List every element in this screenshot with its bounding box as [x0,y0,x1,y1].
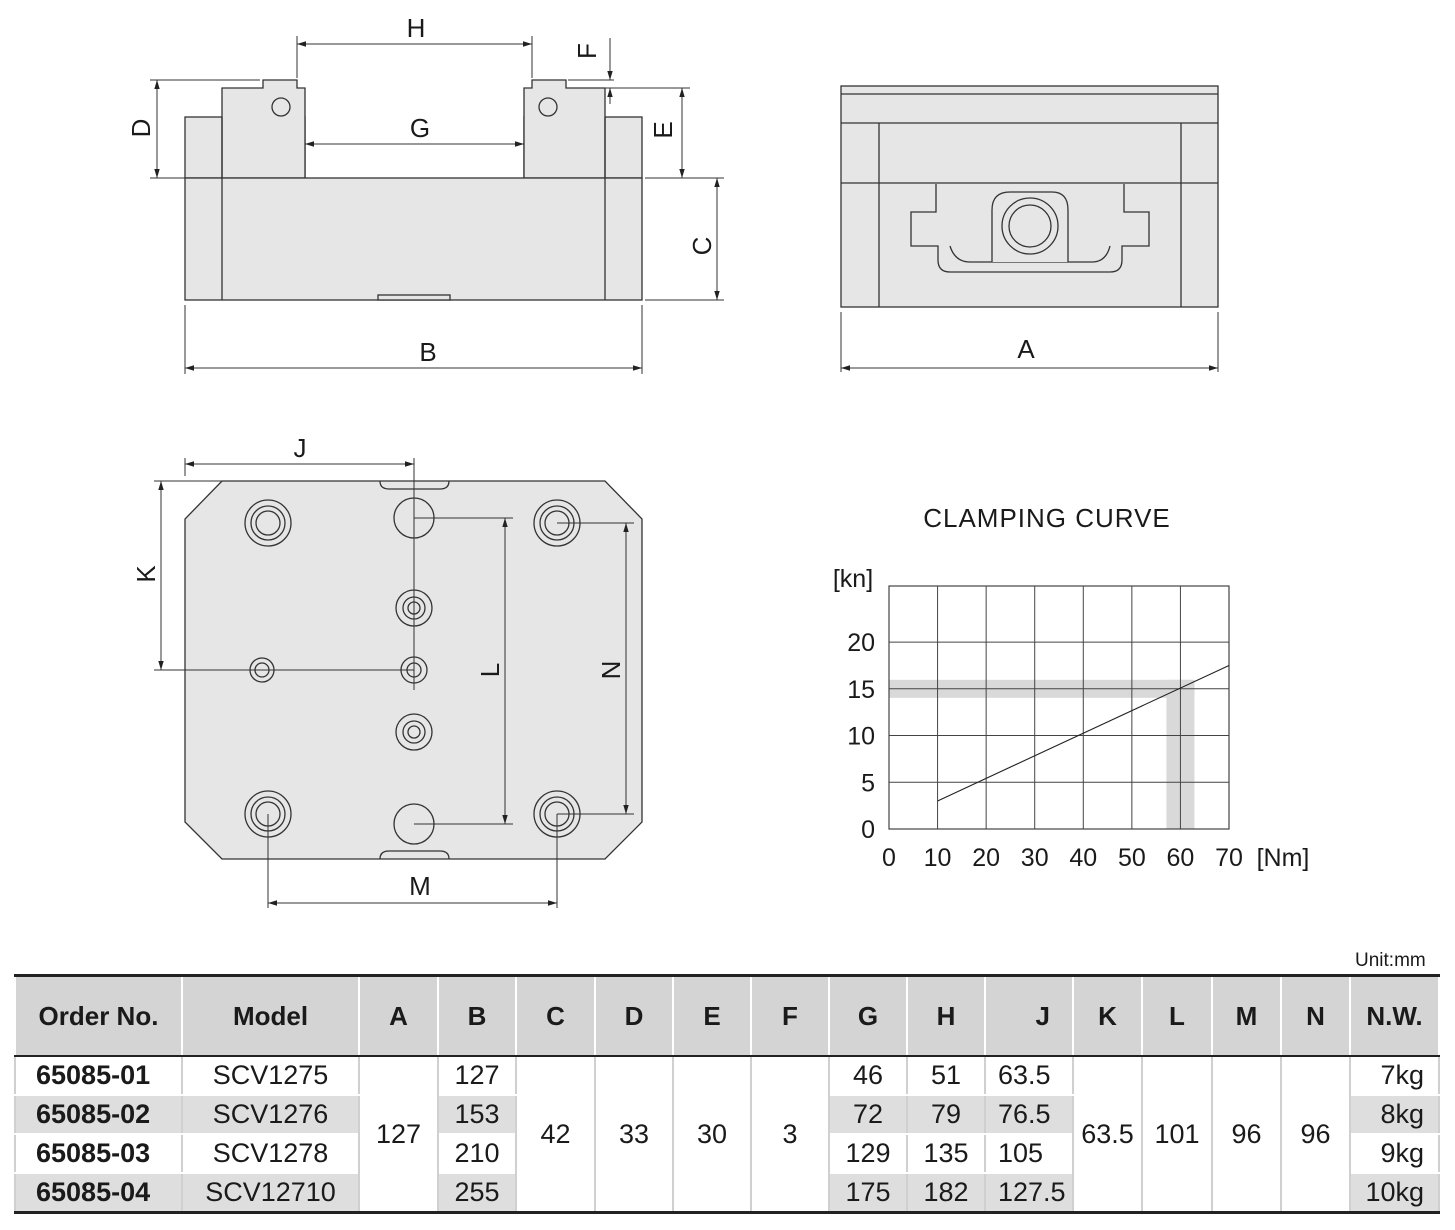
cell-nw: 9kg [1350,1134,1439,1173]
y-tick-label: 10 [847,722,875,751]
dim-label-m: M [409,871,431,901]
cell-j: 76.5 [985,1095,1073,1134]
cell-j: 127.5 [985,1173,1073,1213]
x-tick-label: 60 [1166,844,1195,872]
cell-order: 65085-04 [15,1173,182,1213]
cell-h: 182 [907,1173,985,1213]
side-view [841,86,1218,307]
cell-f: 3 [751,1056,829,1213]
chart-title: CLAMPING CURVE [923,503,1171,533]
dim-label-h: H [406,13,426,43]
cell-model: SCV1278 [182,1134,359,1173]
x-tick-label: 20 [972,844,1001,872]
spec-table [14,974,1440,1214]
dim-label-d: D [126,118,156,138]
cell-j: 105 [985,1134,1073,1173]
dim-label-f: F [572,43,602,59]
dim-label-j: J [293,433,307,463]
col-header-n: N [1281,976,1350,1057]
cell-order: 65085-02 [15,1095,182,1134]
cell-g: 72 [829,1095,907,1134]
chart-highlight-bands [889,680,1194,829]
y-tick-label: 20 [847,629,875,658]
col-header-d: D [595,976,673,1057]
col-header-g: G [829,976,907,1057]
cell-b: 210 [438,1134,516,1173]
x-tick-label: 10 [923,844,952,872]
dim-label-c: C [687,236,717,256]
cell-order: 65085-01 [15,1056,182,1095]
x-tick-label: 50 [1117,844,1146,872]
col-header-order: Order No. [15,976,182,1057]
cell-l: 101 [1142,1056,1212,1213]
dim-label-b: B [419,337,437,367]
cell-c: 42 [516,1056,595,1213]
col-header-f: F [751,976,829,1057]
dim-label-k: K [131,565,161,583]
y-tick-label: 5 [861,769,875,798]
unit-label: Unit:mm [1355,950,1426,971]
cell-nw: 10kg [1350,1173,1439,1213]
y-tick-label: 0 [861,816,875,844]
dim-label-n: N [596,660,626,680]
chart-x-axis-label: [Nm] [1256,844,1310,872]
col-header-b: B [438,976,516,1057]
cell-g: 175 [829,1173,907,1213]
col-header-k: K [1073,976,1142,1057]
cell-n: 96 [1281,1056,1350,1213]
y-tick-label: 15 [847,675,875,704]
cell-k: 63.5 [1073,1056,1142,1213]
dim-label-g: G [409,113,431,143]
x-tick-label: 30 [1020,844,1049,872]
cell-nw: 7kg [1350,1056,1439,1095]
cell-model: SCV1276 [182,1095,359,1134]
col-header-e: E [673,976,751,1057]
spec-table-header [15,976,1439,1057]
col-header-m: M [1212,976,1281,1057]
cell-d: 33 [595,1056,673,1213]
col-header-j: J [985,976,1073,1057]
cell-h: 79 [907,1095,985,1134]
dim-label-a: A [1017,334,1035,364]
cell-nw: 8kg [1350,1095,1439,1134]
dim-label-l: L [475,662,505,678]
col-header-nw: N.W. [1350,976,1439,1057]
cell-g: 129 [829,1134,907,1173]
x-tick-label: 40 [1069,844,1098,872]
clamping-curve-chart [833,503,1310,872]
x-tick-label: 0 [882,844,896,872]
cell-j: 63.5 [985,1056,1073,1095]
col-header-a: A [359,976,438,1057]
cell-m: 96 [1212,1056,1281,1213]
table-row [15,1056,1439,1095]
cell-b: 127 [438,1056,516,1095]
cell-model: SCV1275 [182,1056,359,1095]
cell-model: SCV12710 [182,1173,359,1213]
col-header-h: H [907,976,985,1057]
cell-e: 30 [673,1056,751,1213]
col-header-l: L [1142,976,1212,1057]
cell-b: 255 [438,1173,516,1213]
cell-a: 127 [359,1056,438,1213]
dim-label-e: E [648,121,678,139]
cell-g: 46 [829,1056,907,1095]
chart-y-axis-label: [kn] [832,565,874,593]
x-tick-label: 70 [1215,844,1243,872]
cell-h: 51 [907,1056,985,1095]
cell-b: 153 [438,1095,516,1134]
cell-h: 135 [907,1134,985,1173]
col-header-c: C [516,976,595,1057]
col-header-model: Model [182,976,359,1057]
cell-order: 65085-03 [15,1134,182,1173]
